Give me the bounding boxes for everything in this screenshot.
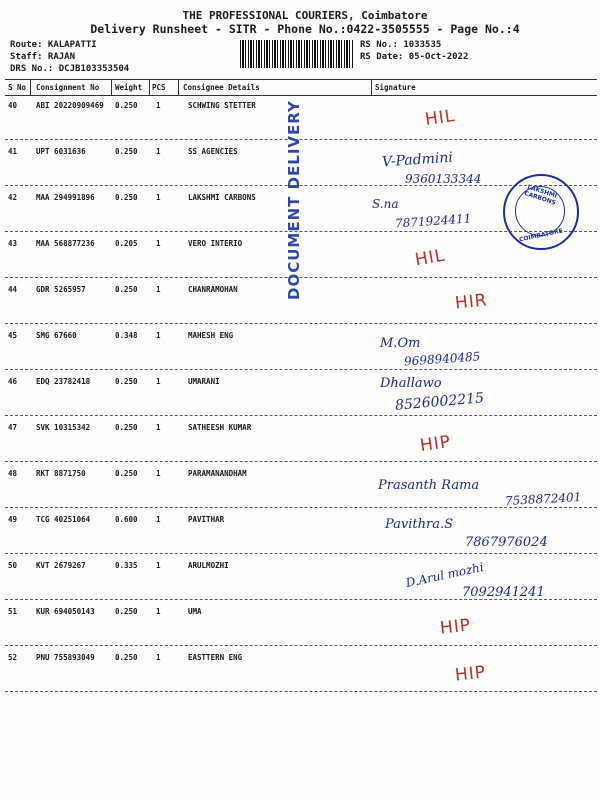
signature-phone: 9698940485 <box>403 349 481 369</box>
signature-name: D.Arul mozhi <box>404 559 485 591</box>
barcode <box>240 40 354 68</box>
row-consignee: LAKSHMI CARBONS <box>188 193 256 202</box>
row-sno: 49 <box>8 515 18 524</box>
col-weight: Weight <box>115 83 143 92</box>
signature-name: Prasanth Rama <box>378 478 480 493</box>
row-pcs: 1 <box>156 469 161 478</box>
row-consignee: SCHWING STETTER <box>188 101 256 110</box>
row-pcs: 1 <box>156 653 161 662</box>
col-divider <box>30 80 31 95</box>
row-pcs: 1 <box>156 515 161 524</box>
row-sno: 50 <box>8 561 18 570</box>
company-title: THE PROFESSIONAL COURIERS, Coimbatore <box>182 9 428 22</box>
table-row <box>0 417 600 463</box>
row-separator <box>5 415 597 416</box>
row-weight: 0.250 <box>115 285 138 294</box>
header-top-rule <box>5 79 597 80</box>
staff-label: Staff: RAJAN <box>10 52 76 62</box>
signature-phone: 7538872401 <box>504 490 582 508</box>
rs-number: RS No.: 1033535 <box>360 40 442 50</box>
table-row <box>0 601 600 647</box>
row-weight: 0.250 <box>115 423 138 432</box>
row-sno: 48 <box>8 469 18 478</box>
row-sno: 51 <box>8 607 18 616</box>
runsheet-title: Delivery Runsheet - SITR - Phone No.:0422-3505555 - Page No.:4 <box>90 22 520 36</box>
col-consignee: Consignee Details <box>183 83 260 92</box>
row-consignee: MAHESH ENG <box>188 331 234 340</box>
row-consignee: PAVITHAR <box>188 515 225 524</box>
drs-number: DRS No.: DCJB103353504 <box>10 64 130 74</box>
row-weight: 0.205 <box>115 239 138 248</box>
row-weight: 0.250 <box>115 193 138 202</box>
row-consignment: ABI 20220909469 <box>36 101 104 110</box>
signature-mark: HIR <box>454 290 489 314</box>
signature-mark: HIP <box>418 431 453 457</box>
row-sno: 40 <box>8 101 18 110</box>
table-row <box>0 647 600 693</box>
row-consignee: PARAMANANDHAM <box>188 469 247 478</box>
row-consignment: MAA 568877236 <box>36 239 95 248</box>
row-pcs: 1 <box>156 423 161 432</box>
col-sno: S No <box>8 83 27 92</box>
row-consignment: KVT 2679267 <box>36 561 86 570</box>
row-pcs: 1 <box>156 561 161 570</box>
signature-phone: 7871924411 <box>394 211 472 231</box>
company-seal <box>503 174 579 250</box>
row-sno: 46 <box>8 377 18 386</box>
col-divider <box>178 80 179 95</box>
row-consignee: CHANRAMOHAN <box>188 285 238 294</box>
row-consignment: PNU 755893049 <box>36 653 95 662</box>
row-consignment: MAA 294991896 <box>36 193 95 202</box>
row-sno: 41 <box>8 147 18 156</box>
row-weight: 0.250 <box>115 377 138 386</box>
row-separator <box>5 553 597 554</box>
row-separator <box>5 645 597 646</box>
row-consignment: KUR 694050143 <box>36 607 95 616</box>
signature-phone: 9360133344 <box>405 172 482 186</box>
row-pcs: 1 <box>156 147 161 156</box>
signature-mark: HIP <box>439 615 473 639</box>
row-sno: 44 <box>8 285 18 294</box>
signature-mark: HIL <box>413 245 447 271</box>
signature-mark: HIL <box>423 105 457 131</box>
row-consignee: EASTTERN ENG <box>188 653 243 662</box>
row-consignee: SATHEESH KUMAR <box>188 423 252 432</box>
row-pcs: 1 <box>156 331 161 340</box>
row-pcs: 1 <box>156 101 161 110</box>
signature-phone: 7867976024 <box>465 535 548 550</box>
row-separator <box>5 691 597 692</box>
col-signature: Signature <box>375 83 416 92</box>
row-consignment: GDR 5265957 <box>36 285 86 294</box>
row-consignee: ARULMOZHI <box>188 561 229 570</box>
col-divider <box>111 80 112 95</box>
row-pcs: 1 <box>156 377 161 386</box>
row-consignment: SVK 10315342 <box>36 423 91 432</box>
row-weight: 0.250 <box>115 607 138 616</box>
signature-name: V-Padmini <box>381 149 454 171</box>
row-pcs: 1 <box>156 285 161 294</box>
row-pcs: 1 <box>156 607 161 616</box>
table-row <box>0 371 600 417</box>
row-consignment: SMG 67660 <box>36 331 77 340</box>
col-consignment: Consignment No <box>36 83 100 92</box>
document-delivery-stamp: DOCUMENT DELIVERY <box>285 100 303 300</box>
route-label: Route: KALAPATTI <box>10 40 97 50</box>
rs-date: RS Date: 05-Oct-2022 <box>360 52 469 62</box>
row-pcs: 1 <box>156 239 161 248</box>
row-sno: 43 <box>8 239 18 248</box>
row-consignment: UPT 6031636 <box>36 147 86 156</box>
row-weight: 0.600 <box>115 515 138 524</box>
row-weight: 0.250 <box>115 653 138 662</box>
signature-name: Dhallawo <box>380 376 442 391</box>
table-row <box>0 325 600 371</box>
row-weight: 0.250 <box>115 101 138 110</box>
row-weight: 0.250 <box>115 147 138 156</box>
row-separator <box>5 323 597 324</box>
row-weight: 0.250 <box>115 469 138 478</box>
row-consignee: UMA <box>188 607 202 616</box>
row-weight: 0.335 <box>115 561 138 570</box>
signature-name: S.na <box>372 197 399 211</box>
signature-mark: HIP <box>454 662 488 686</box>
row-sno: 52 <box>8 653 18 662</box>
row-consignee: UMARANI <box>188 377 220 386</box>
row-sno: 45 <box>8 331 18 340</box>
row-consignee: SS AGENCIES <box>188 147 238 156</box>
seal-bottom-text: COIMBATORE <box>518 227 564 244</box>
col-divider <box>149 80 150 95</box>
row-sno: 42 <box>8 193 18 202</box>
row-consignment: TCG 40251064 <box>36 515 91 524</box>
row-separator <box>5 369 597 370</box>
seal-top-text: LAKSHMI CARBONS <box>523 183 558 207</box>
col-divider <box>371 80 372 95</box>
row-consignee: VERO INTERIO <box>188 239 243 248</box>
signature-name: Pavithra.S <box>385 517 454 532</box>
row-sno: 47 <box>8 423 18 432</box>
row-separator <box>5 461 597 462</box>
signature-name: M.Om <box>380 336 421 351</box>
col-pcs: PCS <box>152 83 166 92</box>
signature-phone: 7092941241 <box>462 585 545 600</box>
signature-phone: 8526002215 <box>394 390 485 414</box>
row-consignment: EDQ 23782418 <box>36 377 91 386</box>
row-pcs: 1 <box>156 193 161 202</box>
row-consignment: RKT 8871750 <box>36 469 86 478</box>
row-weight: 0.348 <box>115 331 138 340</box>
